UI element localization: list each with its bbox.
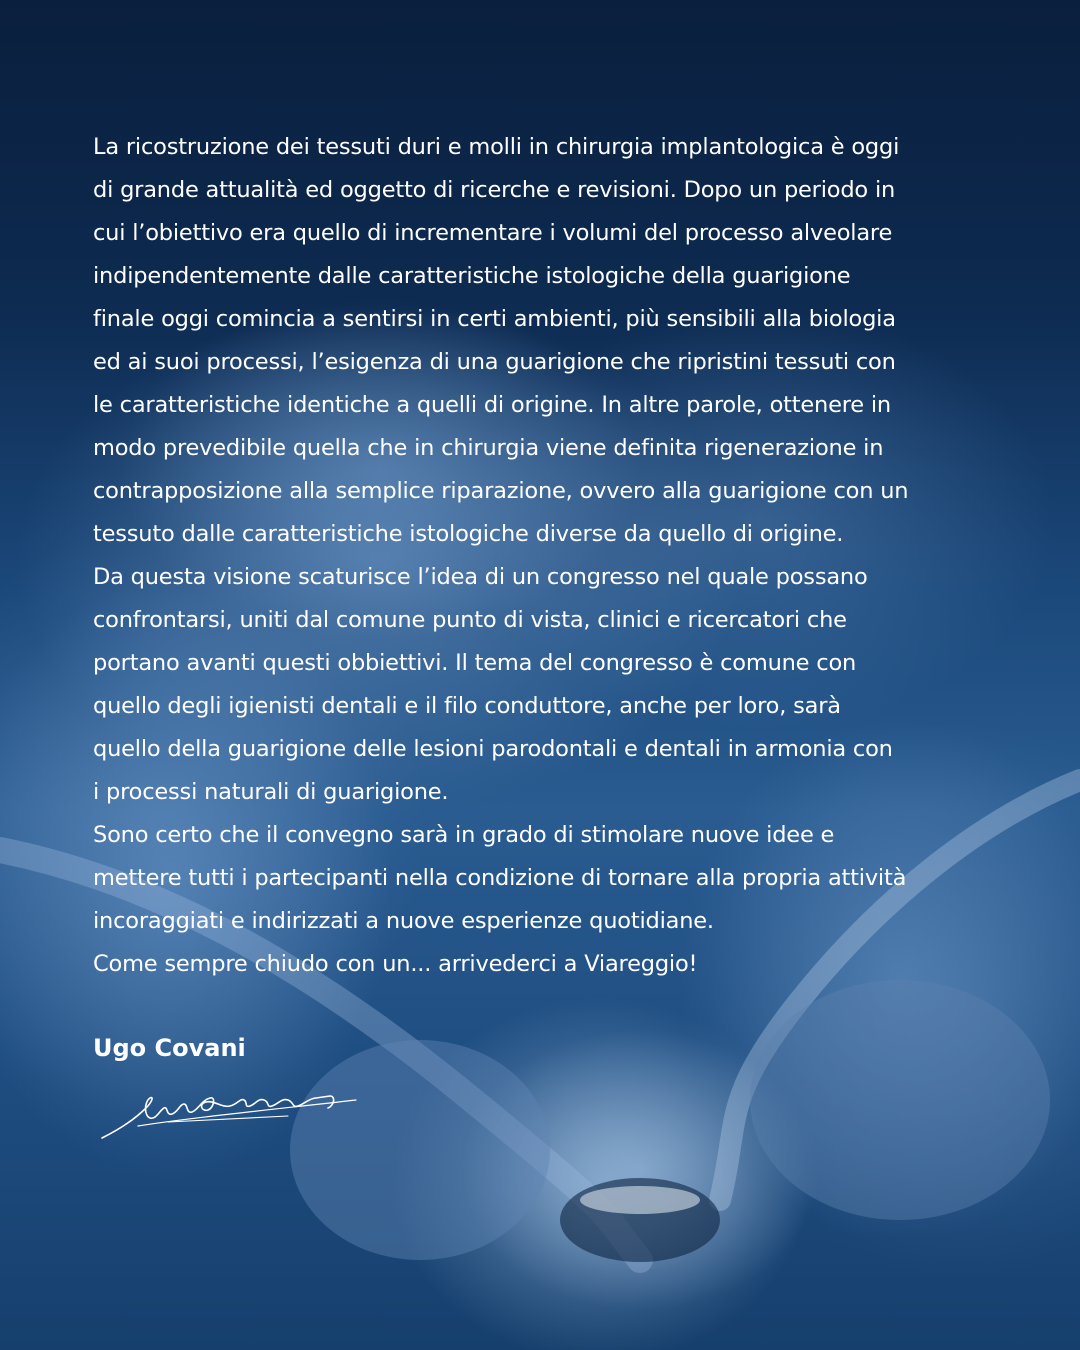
letter-line: indipendentemente dalle caratteristiche istologiche della guarigione [93, 263, 851, 289]
letter-line: quello degli igienisti dentali e il filo conduttore, anche per loro, sarà [93, 693, 841, 719]
letter-line: Sono certo che il convegno sarà in grado di stimolare nuove idee e [93, 822, 835, 848]
letter-line: quello della guarigione delle lesioni parodontali e dentali in armonia con [93, 736, 893, 762]
letter-line: contrapposizione alla semplice riparazione, ovvero alla guarigione con un [93, 478, 909, 504]
letter-line: ed ai suoi processi, l’esigenza di una guarigione che ripristini tessuti con [93, 349, 896, 375]
letter-line: tessuto dalle caratteristiche istologiche diverse da quello di origine. [93, 521, 844, 547]
letter-line: i processi naturali di guarigione. [93, 779, 449, 805]
letter-line: finale oggi comincia a sentirsi in certi ambienti, più sensibili alla biologia [93, 306, 896, 332]
letter-line: confrontarsi, uniti dal comune punto di vista, clinici e ricercatori che [93, 607, 847, 633]
letter-line: cui l’obiettivo era quello di incrementare i volumi del processo alveolare [93, 220, 893, 246]
letter-line: mettere tutti i partecipanti nella condizione di tornare alla propria attività [93, 865, 907, 891]
letter-line: di grande attualità ed oggetto di ricerche e revisioni. Dopo un periodo in [93, 177, 896, 203]
letter-body [93, 126, 993, 986]
letter-line: le caratteristiche identiche a quelli di origine. In altre parole, ottenere in [93, 392, 891, 418]
letter-line: modo prevedibile quella che in chirurgia viene definita rigenerazione in [93, 435, 884, 461]
letter-line: portano avanti questi obbiettivi. Il tema del congresso è comune con [93, 650, 857, 676]
letter-line: La ricostruzione dei tessuti duri e molli in chirurgia implantologica è oggi [93, 134, 900, 160]
handwritten-signature [98, 1086, 363, 1146]
letter-line: incoraggiati e indirizzati a nuove esperienze quotidiane. [93, 908, 714, 934]
author-name: Ugo Covani [93, 1034, 246, 1062]
letter-line: Da questa visione scaturisce l’idea di un congresso nel quale possano [93, 564, 868, 590]
letter-line: Come sempre chiudo con un... arrivederci a Viareggio! [93, 951, 698, 977]
